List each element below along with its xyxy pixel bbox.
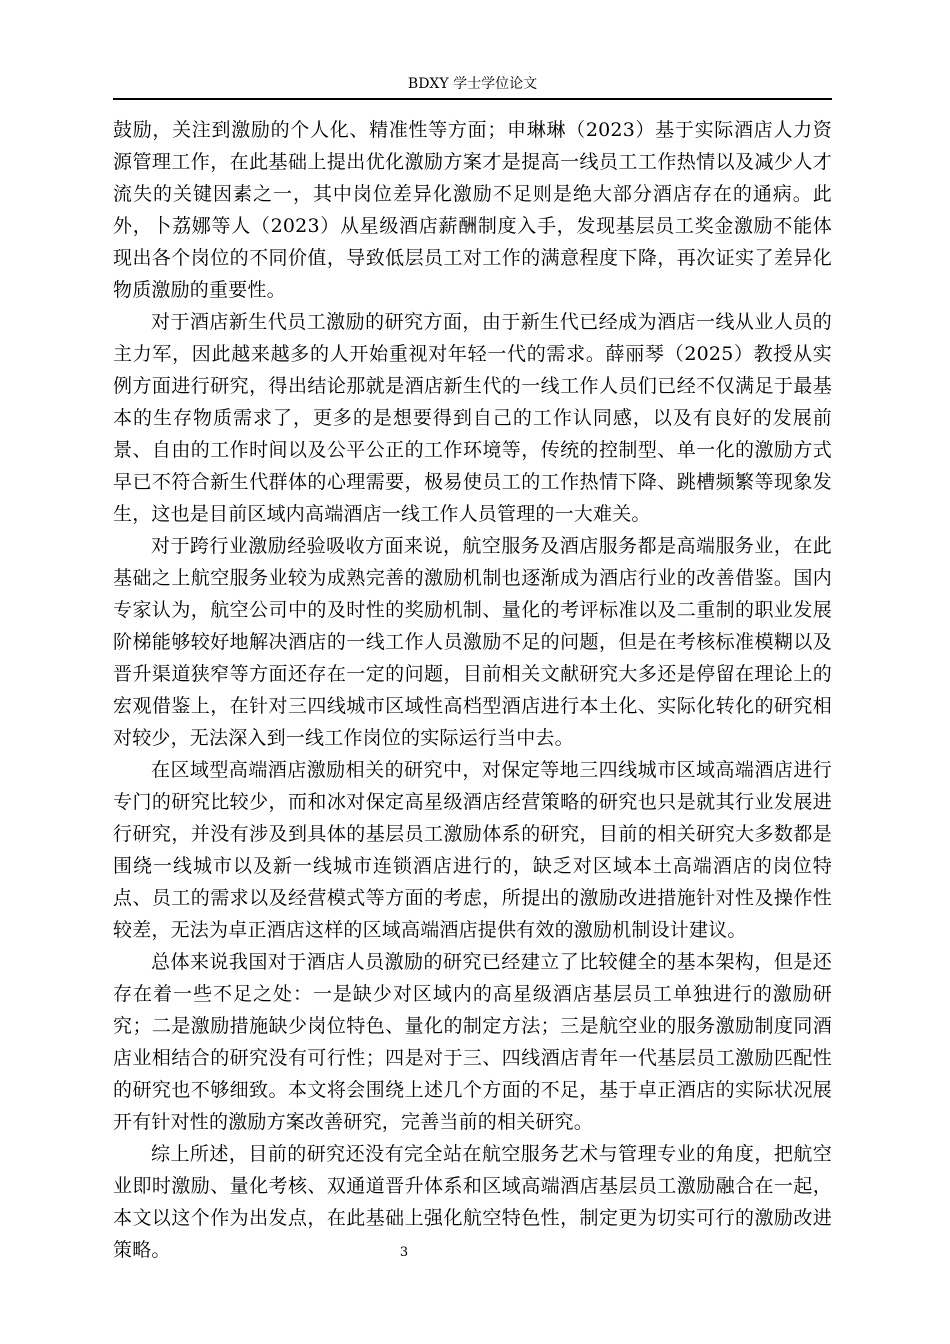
- page-header-title: BDXY 学士学位论文: [407, 76, 538, 92]
- paragraph: 总体来说我国对于酒店人员激励的研究已经建立了比较健全的基本架构，但是还存在着一些不足之处：一是缺少对区域内的高星级酒店基层员工单独进行的激励研究；二是激励措施缺少岗位特色、量化的制定方法；三是航空业的服务激励制度同酒店业相结合的研究没有可行性；四是对于三、四线酒店青年一代基层员工激励匹配性的研究也不够细致。本文将会围绕上述几个方面的不足，基于卓正酒店的实际状况展开有针对性的激励方案改善研究，完善当前的相关研究。: [113, 951, 832, 1133]
- paragraph: 在区域型高端酒店激励相关的研究中，对保定等地三四线城市区域高端酒店进行专门的研究比较少，而和冰对保定高星级酒店经营策略的研究也只是就其行业发展进行研究，并没有涉及到具体的基层员工激励体系的研究，目前的相关研究大多数都是围绕一线城市以及新一线城市连锁酒店进行的，缺乏对区域本土高端酒店的岗位特点、员工的需求以及经营模式等方面的考虑，所提出的激励改进措施针对性及操作性较差，无法为卓正酒店这样的区域高端酒店提供有效的激励机制设计建议。: [113, 759, 832, 941]
- header-divider: [113, 98, 832, 100]
- paragraph: 对于跨行业激励经验吸收方面来说，航空服务及酒店服务都是高端服务业，在此基础之上航空服务业较为成熟完善的激励机制也逐渐成为酒店行业的改善借鉴。国内专家认为，航空公司中的及时性的奖励机制、量化的考评标准以及二重制的职业发展阶梯能够较好地解决酒店的一线工作人员激励不足的问题，但是在考核标准模糊以及晋升渠道狭窄等方面还存在一定的问题，目前相关文献研究大多还是停留在理论上的宏观借鉴上，在针对三四线城市区域性高档型酒店进行本土化、实际化转化的研究相对较少，无法深入到一线工作岗位的实际运行当中去。: [113, 535, 832, 749]
- paragraph: 对于酒店新生代员工激励的研究方面，由于新生代已经成为酒店一线从业人员的主力军，因此越来越多的人开始重视对年轻一代的需求。薛丽琴（2025）教授从实例方面进行研究，得出结论那就是酒店新生代的一线工作人员们已经不仅满足于最基本的生存物质需求了，更多的是想要得到自己的工作认同感，以及有良好的发展前景、自由的工作时间以及公平公正的工作环境等，传统的控制型、单一化的激励方式早已不符合新生代群体的心理需要，极易使员工的工作热情下降、跳槽频繁等现象发生，这也是目前区域内高端酒店一线工作人员管理的一大难关。: [113, 311, 832, 525]
- page-number: 3: [399, 1245, 409, 1260]
- body-text: [113, 114, 832, 1266]
- paragraph-continued: 鼓励，关注到激励的个人化、精准性等方面；申琳琳（2023）基于实际酒店人力资源管理工作，在此基础上提出优化激励方案才是提高一线员工工作热情以及减少人才流失的关键因素之一，其中岗位差异化激励不足则是绝大部分酒店存在的通病。此外，卜荔娜等人（2023）从星级酒店薪酬制度入手，发现基层员工奖金激励不能体现出各个岗位的不同价值，导致低层员工对工作的满意程度下降，再次证实了差异化物质激励的重要性。: [113, 119, 832, 301]
- paragraph: 综上所述，目前的研究还没有完全站在航空服务艺术与管理专业的角度，把航空业即时激励、量化考核、双通道晋升体系和区域高端酒店基层员工激励融合在一起，本文以这个作为出发点，在此基础上强化航空特色性，制定更为切实可行的激励改进策略。: [113, 1143, 832, 1261]
